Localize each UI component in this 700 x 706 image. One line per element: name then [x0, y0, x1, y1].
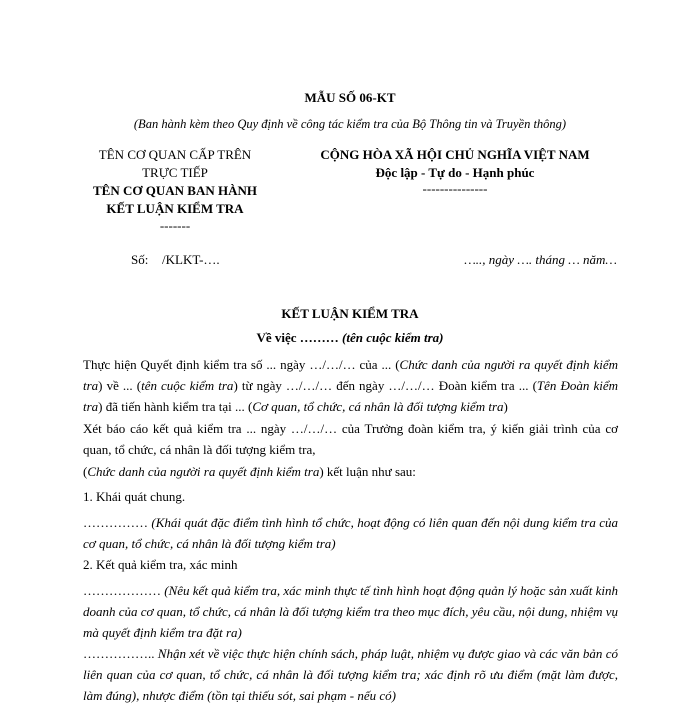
p3-text: ) kết luận như sau: — [319, 464, 416, 479]
number-label: Số: — [131, 252, 149, 267]
p1-text: ) từ ngày …/…/… đến ngày …/…/… Đoàn kiểm tra ... ( — [233, 378, 537, 393]
s3-text: Nhận xét về việc thực hiện chính sách, pháp luật, nhiệm vụ được giao và các văn bản có liên quan của cơ quan, tổ chức, cá nhân là đối tượng kiểm tra; xác định rõ ưu điểm (mặt làm được, làm đúng), nhược điểm (tồn tại thiếu sót, sai phạm - nếu có) — [83, 646, 618, 703]
p1-placeholder-inspection: tên cuộc kiểm tra — [141, 378, 234, 393]
parent-agency-line2: TRỰC TIẾP — [142, 165, 208, 180]
date-line: ….., ngày …. tháng … năm… — [464, 252, 617, 267]
s3-dots: …………….. — [83, 646, 158, 661]
parent-agency-line1: TÊN CƠ QUAN CẤP TRÊN — [98, 147, 252, 162]
country-name: CỘNG HÒA XÃ HỘI CHỦ NGHĨA VIỆT NAM — [320, 147, 590, 162]
paragraph-decision — [83, 354, 618, 417]
p3-placeholder-title: Chức danh của người ra quyết định kiểm tra — [87, 464, 320, 479]
p1-text: ) về ... ( — [98, 378, 142, 393]
paragraph-report: Xét báo cáo kết quả kiểm tra ... ngày …/…/… của Trưởng đoàn kiểm tra, ý kiến giải trình của cơ quan, tổ chức, cá nhân là đối tượng kiểm tra, — [83, 421, 618, 457]
section3-content — [83, 643, 618, 706]
section1-content — [83, 512, 618, 554]
subject-prefix: Về việc ……… — [256, 330, 339, 345]
section2-heading: 2. Kết quả kiểm tra, xác minh — [83, 557, 238, 572]
p1-placeholder-subject: Cơ quan, tổ chức, cá nhân là đối tượng kiểm tra — [252, 399, 504, 414]
p1-placeholder-team: Tên Đoàn kiểm tra — [83, 378, 618, 414]
paragraph-conclusion-intro — [83, 461, 618, 482]
national-motto: Độc lập - Tự do - Hạnh phúc — [375, 165, 535, 180]
issued-note: (Ban hành kèm theo Quy định về công tác kiểm tra của Bộ Thông tin và Truyền thông) — [133, 117, 567, 131]
p3-text: ( — [83, 464, 88, 479]
p1-placeholder-title: Chức danh của người ra quyết định kiểm tra — [83, 357, 618, 393]
s1-dots: …………… — [83, 515, 152, 530]
document-subject — [0, 330, 700, 346]
form-number: MẪU SỐ 06-KT — [304, 90, 396, 105]
number-value: /KLKT-…. — [162, 252, 220, 267]
subject-placeholder: (tên cuộc kiểm tra) — [342, 330, 444, 345]
section1-heading: 1. Khái quát chung. — [83, 489, 186, 504]
p1-text: ) — [503, 399, 508, 414]
p1-text: ) đã tiến hành kiểm tra tại ... ( — [98, 399, 253, 414]
left-divider: ------- — [159, 218, 191, 233]
document-title: KẾT LUẬN KIỂM TRA — [281, 306, 419, 321]
p1-text: Thực hiện Quyết định kiểm tra số ... ngày …/…/… của ... ( — [83, 357, 400, 372]
s1-text: (Khái quát đặc điểm tình hình tổ chức, hoạt động có liên quan đến nội dung kiểm tra của cơ quan, tổ chức, cá nhân là đối tượng kiểm tra) — [83, 515, 618, 551]
s2-dots: ……………… — [83, 583, 165, 598]
issuing-agency-line2: KẾT LUẬN KIỂM TRA — [106, 201, 244, 216]
issuing-agency-line1: TÊN CƠ QUAN BAN HÀNH — [93, 183, 257, 198]
right-divider: --------------- — [422, 181, 488, 196]
section2-content — [83, 580, 618, 643]
s2-text: (Nêu kết quả kiểm tra, xác minh thực tế tình hình hoạt động quản lý hoặc sản xuất kinh doanh của cơ quan, tổ chức, cá nhân là đối tượng kiểm tra theo mục đích, yêu cầu, nội dung, nhiệm vụ mà quyết định kiểm tra đặt ra) — [83, 583, 619, 640]
